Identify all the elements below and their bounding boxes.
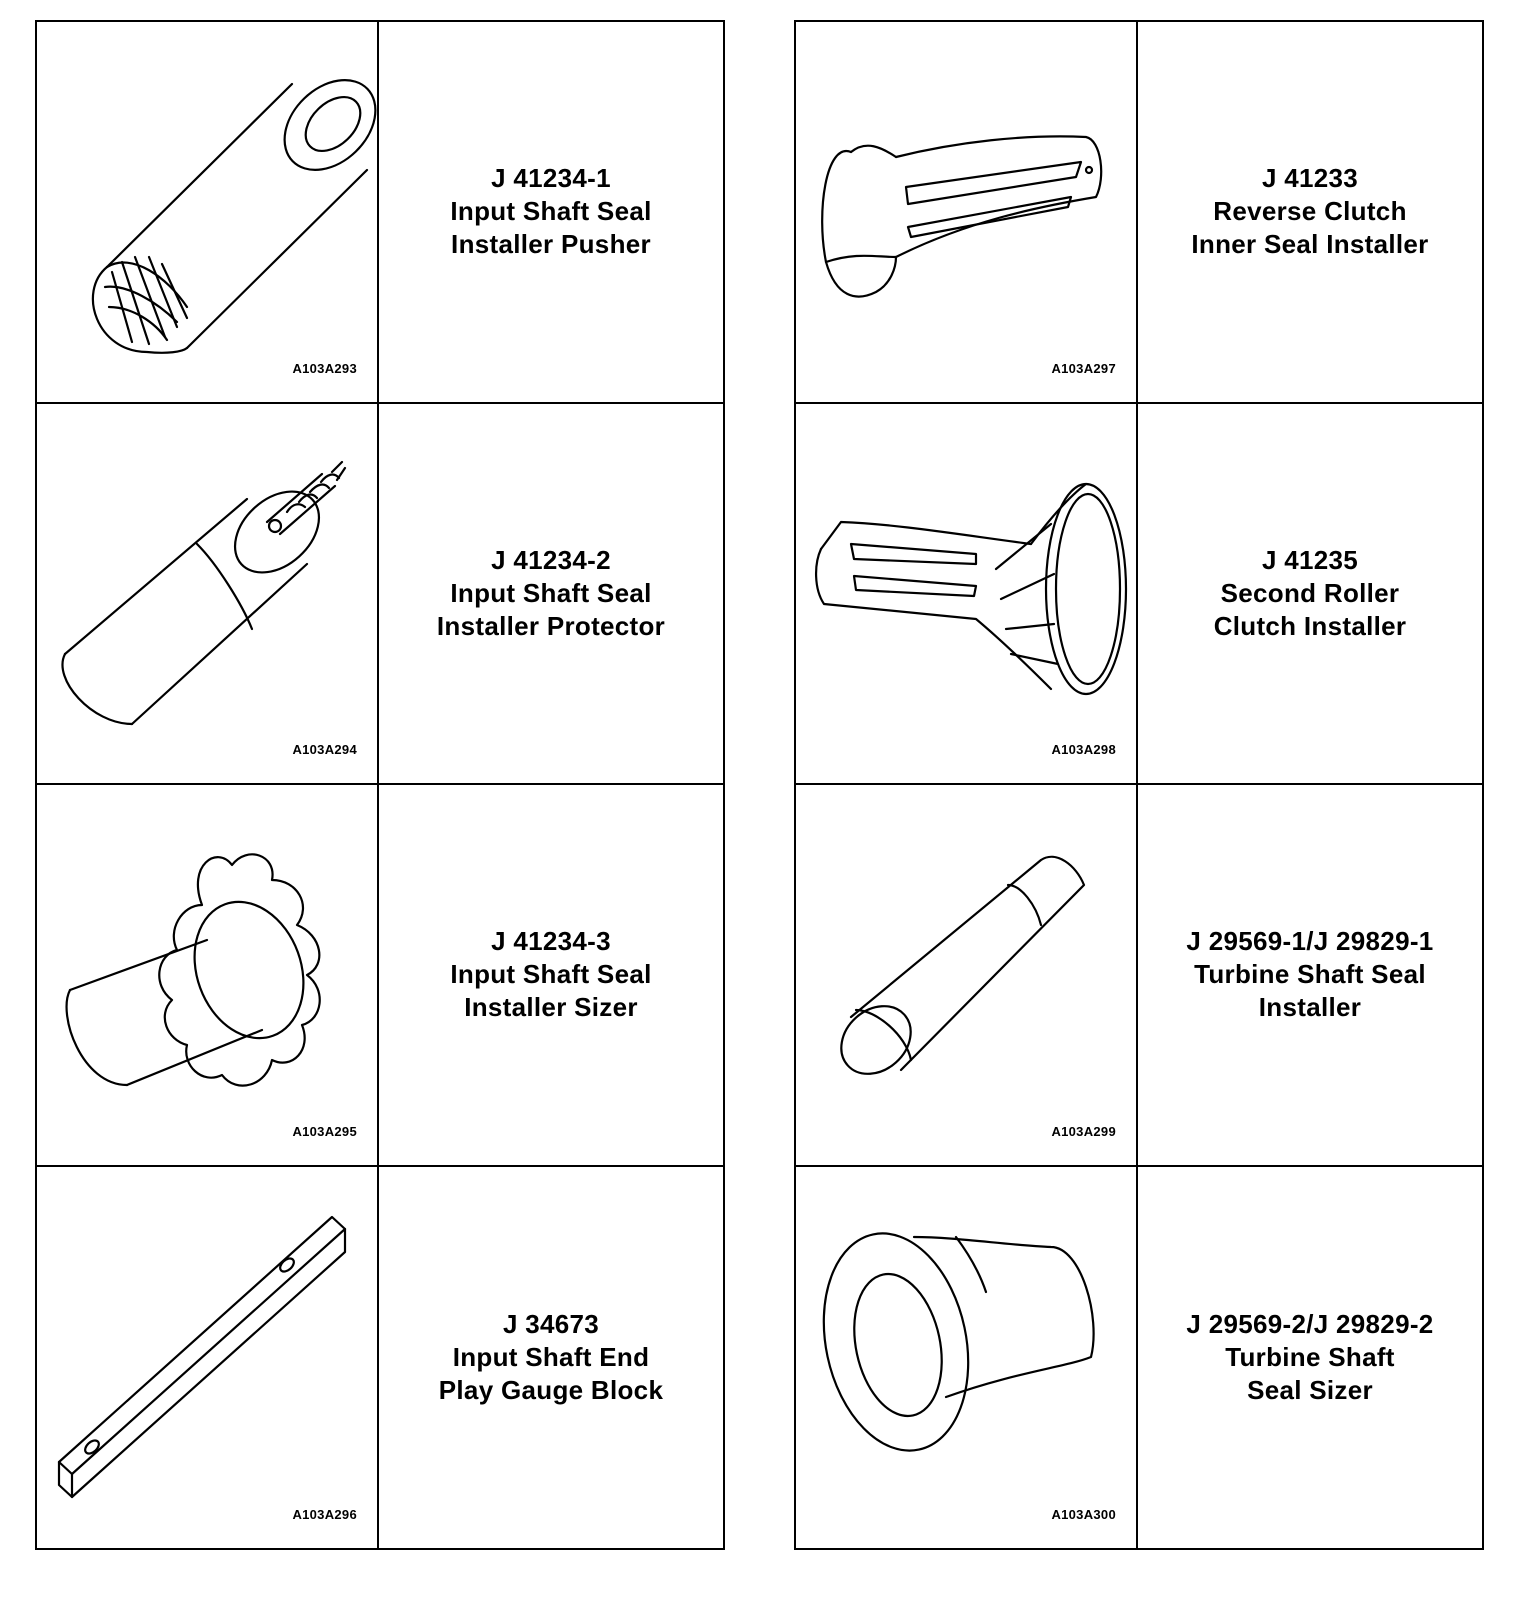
gauge-bar-icon: [37, 1167, 379, 1549]
tool-name-line: Input Shaft Seal: [450, 196, 652, 227]
tool-description-cell: [379, 785, 723, 1167]
flanged-installer-icon: [796, 22, 1138, 404]
tool-name-line: Clutch Installer: [1213, 610, 1407, 641]
figure-code: A103A298: [1051, 742, 1116, 757]
tool-description-cell: [1138, 1167, 1482, 1549]
tool-number: J 41234-3: [491, 926, 611, 957]
tool-description-cell: [1138, 785, 1482, 1167]
tool-name-line: Second Roller: [1220, 577, 1400, 608]
tool-name-line: Input Shaft End: [452, 1341, 650, 1372]
tool-illustration-cell: [37, 22, 379, 404]
tool-name-line: Turbine Shaft: [1225, 1341, 1395, 1372]
tool-illustration-cell: [796, 785, 1138, 1167]
tool-number: J 41233: [1261, 163, 1359, 194]
tool-number: J 41234-1: [491, 163, 611, 194]
tool-number: J 34673: [502, 1308, 600, 1339]
threaded-protector-icon: [37, 404, 379, 786]
tool-name-line: Turbine Shaft Seal: [1194, 959, 1426, 990]
tool-number: J 29569-2/J 29829-2: [1186, 1308, 1434, 1339]
tool-illustration-cell: [796, 1167, 1138, 1549]
tool-number: J 41234-2: [491, 544, 611, 575]
tool-description-cell: [379, 404, 723, 786]
tool-description-cell: [1138, 22, 1482, 404]
tool-name-line: Reverse Clutch: [1213, 196, 1407, 227]
tool-illustration-cell: [796, 22, 1138, 404]
flanged-sizer-icon: [796, 1167, 1138, 1549]
left-tool-table: [35, 20, 725, 1550]
figure-code: A103A299: [1051, 1123, 1116, 1139]
figure-code: A103A295: [292, 1123, 357, 1139]
lobed-sizer-icon: [37, 785, 379, 1167]
cylinder-installer-icon: [796, 785, 1138, 1167]
tool-description-cell: [379, 1167, 723, 1549]
figure-code: A103A293: [292, 360, 357, 376]
tool-number: J 41235: [1261, 544, 1359, 575]
tool-name-line: Installer Protector: [436, 610, 666, 641]
tool-name-line: Inner Seal Installer: [1191, 229, 1429, 260]
dish-installer-icon: [796, 404, 1138, 786]
figure-code: A103A294: [292, 742, 357, 757]
tool-name-line: Installer Sizer: [464, 992, 638, 1023]
figure-code: A103A300: [1051, 1507, 1116, 1522]
tool-description-cell: [379, 22, 723, 404]
tool-name-line: Seal Sizer: [1247, 1374, 1373, 1405]
tool-illustration-cell: [37, 1167, 379, 1549]
figure-code: A103A297: [1051, 360, 1116, 376]
right-tool-table: [794, 20, 1484, 1550]
tool-name-line: Input Shaft Seal: [450, 577, 652, 608]
tool-name-line: Play Gauge Block: [438, 1374, 664, 1405]
tool-name-line: Installer: [1258, 992, 1362, 1023]
tool-name-line: Installer Pusher: [451, 229, 651, 260]
tool-description-cell: [1138, 404, 1482, 786]
tool-number: J 29569-1/J 29829-1: [1186, 926, 1434, 957]
tool-illustration-cell: [37, 785, 379, 1167]
tubular-pusher-icon: [37, 22, 379, 404]
tool-illustration-cell: [796, 404, 1138, 786]
tool-name-line: Input Shaft Seal: [450, 959, 652, 990]
figure-code: A103A296: [292, 1507, 357, 1522]
tool-illustration-cell: [37, 404, 379, 786]
